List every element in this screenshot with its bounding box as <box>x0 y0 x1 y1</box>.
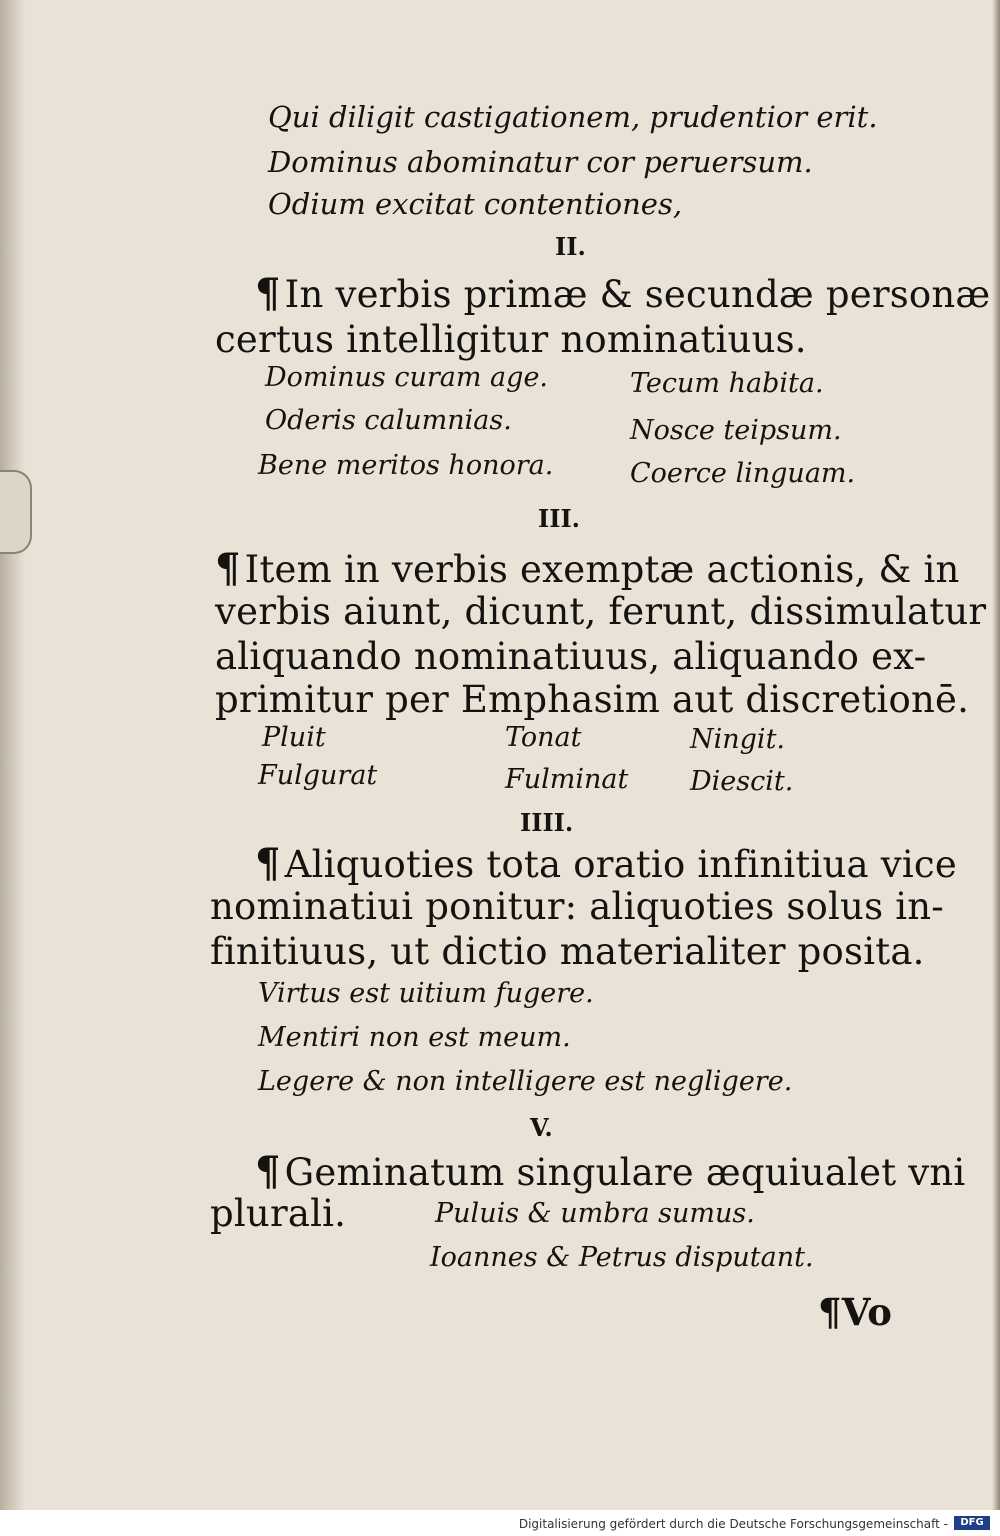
example-item: Fulminat <box>505 764 629 795</box>
example-item: Pluit <box>262 722 326 753</box>
page-edge <box>992 0 1000 1510</box>
section-number: V. <box>530 1113 553 1142</box>
example-line: Ioannes & Petrus disputant. <box>430 1242 814 1273</box>
rule-line <box>255 1148 965 1195</box>
rule-line: certus intelligitur nominatiuus. <box>215 318 807 361</box>
rule-line <box>255 270 990 317</box>
section-number: II. <box>555 232 586 261</box>
rule-text: Aliquoties tota oratio infinitiua vice <box>284 843 957 886</box>
footer-bar <box>0 1510 1000 1536</box>
rule-line <box>215 545 960 592</box>
page-gutter <box>0 0 26 1510</box>
rule-line: finitiuus, ut dictio materialiter posita. <box>210 930 925 973</box>
dfg-logo: DFG <box>954 1516 990 1530</box>
example-right: Coerce linguam. <box>630 458 856 489</box>
footer-credit: Digitalisierung gefördert durch die Deutsche Forschungsgemeinschaft - <box>518 1517 948 1531</box>
rule-line: nominatiui ponitur: aliquoties solus in- <box>210 885 944 928</box>
rule-text: In verbis primæ & secundæ personæ <box>284 273 991 316</box>
example-line: Legere & non intelligere est negligere. <box>258 1066 793 1097</box>
example-left: Dominus curam age. <box>265 362 548 393</box>
catchword: ¶Vo <box>818 1290 893 1334</box>
rule-line: aliquando nominatiuus, aliquando ex- <box>215 635 927 678</box>
example-item: Fulgurat <box>258 760 378 791</box>
example-right: Tecum habita. <box>630 368 824 399</box>
paragraph-mark: ¶ <box>255 840 281 887</box>
rule-text: Geminatum singulare æquiualet vni <box>284 1151 966 1194</box>
section-number: III. <box>538 504 581 533</box>
paragraph-mark: ¶ <box>215 545 241 592</box>
paragraph-mark: ¶ <box>255 270 281 317</box>
example-line: Mentiri non est meum. <box>258 1022 571 1053</box>
example-line: Virtus est uitium fugere. <box>258 978 594 1009</box>
rule-line: primitur per Emphasim aut discretionē. <box>215 678 970 721</box>
text-line: Qui diligit castigationem, prudentior erit. <box>268 100 878 134</box>
text-line: Odium excitat contentiones, <box>268 187 683 221</box>
example-item: Tonat <box>505 722 582 753</box>
example-item: Ningit. <box>690 724 786 755</box>
paragraph-mark: ¶ <box>255 1148 281 1195</box>
rule-line <box>255 840 957 887</box>
text-line: Dominus abominatur cor peruersum. <box>268 145 813 179</box>
example-left: Bene meritos honora. <box>258 450 554 481</box>
section-number: IIII. <box>520 808 574 837</box>
example-line: Puluis & umbra sumus. <box>435 1198 755 1229</box>
example-right: Nosce teipsum. <box>630 415 842 446</box>
example-left: Oderis calumnias. <box>265 405 512 436</box>
example-item: Diescit. <box>690 766 794 797</box>
rule-line: plurali. <box>210 1192 347 1235</box>
rule-text: Item in verbis exemptæ actionis, & in <box>244 548 960 591</box>
rule-line: verbis aiunt, dicunt, ferunt, dissimulatur <box>215 590 987 633</box>
page-tab <box>0 470 32 554</box>
